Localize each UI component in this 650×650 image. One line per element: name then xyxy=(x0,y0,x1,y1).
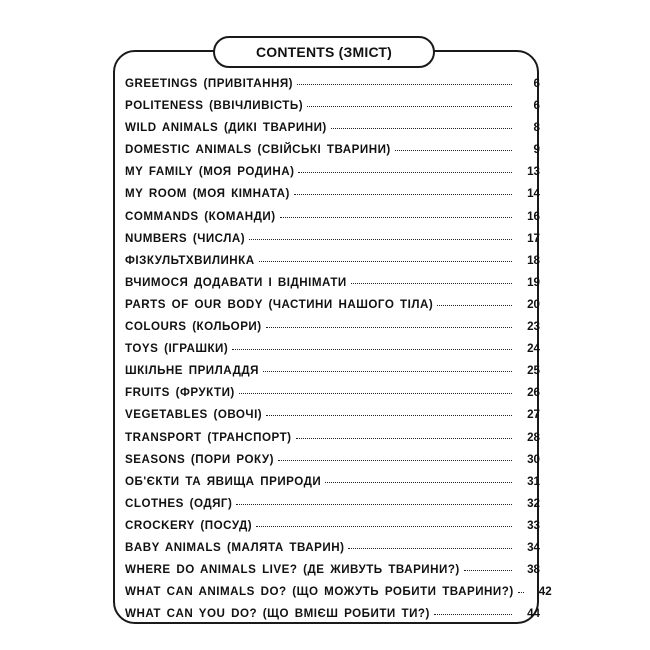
toc-entry-title: BABY ANIMALS (МАЛЯТА ТВАРИН) xyxy=(125,540,345,554)
toc-entry-page: 33 xyxy=(527,518,540,532)
dot-leader xyxy=(249,239,512,240)
toc-entry xyxy=(125,165,540,187)
toc-entry-page: 28 xyxy=(527,430,540,444)
toc-entry xyxy=(125,408,540,430)
dot-leader xyxy=(278,460,512,461)
toc-entry xyxy=(125,121,540,143)
toc-entry xyxy=(125,254,540,276)
dot-leader xyxy=(239,393,512,394)
toc-entry xyxy=(125,519,540,541)
toc-entry-title: MY ROOM (МОЯ КІМНАТА) xyxy=(125,187,290,201)
dot-leader xyxy=(280,217,512,218)
toc-entry-title: PARTS OF OUR BODY (ЧАСТИНИ НАШОГО ТІЛА) xyxy=(125,297,434,311)
toc-entry xyxy=(125,475,540,497)
toc-entry-title: MY FAMILY (МОЯ РОДИНА) xyxy=(125,165,295,179)
toc-entry-title: COLOURS (КОЛЬОРИ) xyxy=(125,320,262,334)
dot-leader xyxy=(297,84,512,85)
toc-entry xyxy=(125,77,540,99)
dot-leader xyxy=(266,415,512,416)
toc-entry xyxy=(125,431,540,453)
toc-entry-page: 38 xyxy=(527,563,540,577)
toc-entry xyxy=(125,607,540,629)
toc-entry xyxy=(125,453,540,475)
toc-entry-page: 23 xyxy=(527,320,540,334)
dot-leader xyxy=(331,128,512,129)
toc-entry-title: CROCKERY (ПОСУД) xyxy=(125,518,253,532)
dot-leader xyxy=(464,570,512,571)
toc-entry xyxy=(125,541,540,563)
toc-entry xyxy=(125,210,540,232)
dot-leader xyxy=(256,526,512,527)
toc-entry-title: WHERE DO ANIMALS LIVE? (ДЕ ЖИВУТЬ ТВАРИНИ?) xyxy=(125,563,460,577)
toc-entry-page: 27 xyxy=(527,408,540,422)
toc-entry xyxy=(125,99,540,121)
toc-entry-page: 6 xyxy=(533,77,540,90)
toc-entry-title: CLOTHES (ОДЯГ) xyxy=(125,496,233,510)
toc-entry-page: 8 xyxy=(533,121,540,135)
dot-leader xyxy=(236,504,512,505)
dot-leader xyxy=(296,438,512,439)
toc-entry-title: ОБ'ЄКТИ ТА ЯВИЩА ПРИРОДИ xyxy=(125,474,322,488)
toc-entry-page: 32 xyxy=(527,496,540,510)
toc-entry-page: 25 xyxy=(527,364,540,378)
dot-leader xyxy=(395,150,512,151)
toc-entry-title: GREETINGS (ПРИВІТАННЯ) xyxy=(125,77,294,90)
toc-entry-page: 19 xyxy=(527,275,540,289)
toc-entry-title: COMMANDS (КОМАНДИ) xyxy=(125,209,276,223)
dot-leader xyxy=(232,349,512,350)
toc-entry-title: WHAT CAN ANIMALS DO? (ЩО МОЖУТЬ РОБИТИ ТВАРИНИ?) xyxy=(125,585,514,599)
toc-entry-page: 6 xyxy=(533,99,540,113)
toc-entry-title: ВЧИМОСЯ ДОДАВАТИ І ВІДНІМАТИ xyxy=(125,275,347,289)
toc-entry xyxy=(125,187,540,209)
toc-entry-page: 17 xyxy=(527,231,540,245)
dot-leader xyxy=(437,305,512,306)
dot-leader xyxy=(434,614,512,615)
toc-entry-title: NUMBERS (ЧИСЛА) xyxy=(125,231,246,245)
toc-entry-page: 31 xyxy=(527,474,540,488)
toc-entry-title: VEGETABLES (ОВОЧІ) xyxy=(125,408,263,422)
dot-leader xyxy=(294,194,512,195)
toc-entry xyxy=(125,497,540,519)
toc-entry-page: 14 xyxy=(527,187,540,201)
toc-entry xyxy=(125,276,540,298)
toc-entry-title: TRANSPORT (ТРАНСПОРТ) xyxy=(125,430,292,444)
toc-entry-page: 24 xyxy=(527,342,540,356)
toc-entry-page: 20 xyxy=(527,297,540,311)
toc-entry xyxy=(125,232,540,254)
dot-leader xyxy=(263,371,512,372)
dot-leader xyxy=(307,106,512,107)
toc-entry-title: POLITENESS (ВВІЧЛИВІСТЬ) xyxy=(125,99,304,113)
toc-entry-page: 16 xyxy=(527,209,540,223)
toc-entry xyxy=(125,386,540,408)
toc-entry-title: WILD ANIMALS (ДИКІ ТВАРИНИ) xyxy=(125,121,327,135)
toc-entry-page: 26 xyxy=(527,386,540,400)
toc-entry-title: ШКІЛЬНЕ ПРИЛАДДЯ xyxy=(125,364,259,378)
dot-leader xyxy=(518,592,524,593)
toc-entry-title: DOMESTIC ANIMALS (СВІЙСЬКІ ТВАРИНИ) xyxy=(125,143,391,157)
toc-entry-page: 13 xyxy=(527,165,540,179)
toc-entry-page: 18 xyxy=(527,253,540,267)
toc-entry-page: 44 xyxy=(527,607,540,621)
dot-leader xyxy=(266,327,512,328)
dot-leader xyxy=(351,283,512,284)
dot-leader xyxy=(348,548,512,549)
toc-entry xyxy=(125,143,540,165)
toc-entry xyxy=(125,320,540,342)
toc-entry-title: SEASONS (ПОРИ РОКУ) xyxy=(125,452,274,466)
toc-entry-title: WHAT CAN YOU DO? (ЩО ВМІЄШ РОБИТИ ТИ?) xyxy=(125,607,430,621)
toc-entry xyxy=(125,585,552,607)
toc-entry-page: 30 xyxy=(527,452,540,466)
toc-entry-title: ФІЗКУЛЬТХВИЛИНКА xyxy=(125,253,255,267)
table-of-contents xyxy=(125,77,552,629)
dot-leader xyxy=(259,261,512,262)
toc-entry xyxy=(125,342,540,364)
toc-entry-page: 34 xyxy=(527,540,540,554)
toc-entry-page: 9 xyxy=(533,143,540,157)
dot-leader xyxy=(298,172,512,173)
toc-entry-title: FRUITS (ФРУКТИ) xyxy=(125,386,235,400)
toc-entry xyxy=(125,563,540,585)
toc-entry xyxy=(125,364,540,386)
contents-heading: CONTENTS (ЗМІСТ) xyxy=(213,36,435,68)
dot-leader xyxy=(325,482,512,483)
toc-entry-title: TOYS (ІГРАШКИ) xyxy=(125,342,229,356)
toc-entry-page: 42 xyxy=(538,585,552,599)
toc-entry xyxy=(125,298,540,320)
